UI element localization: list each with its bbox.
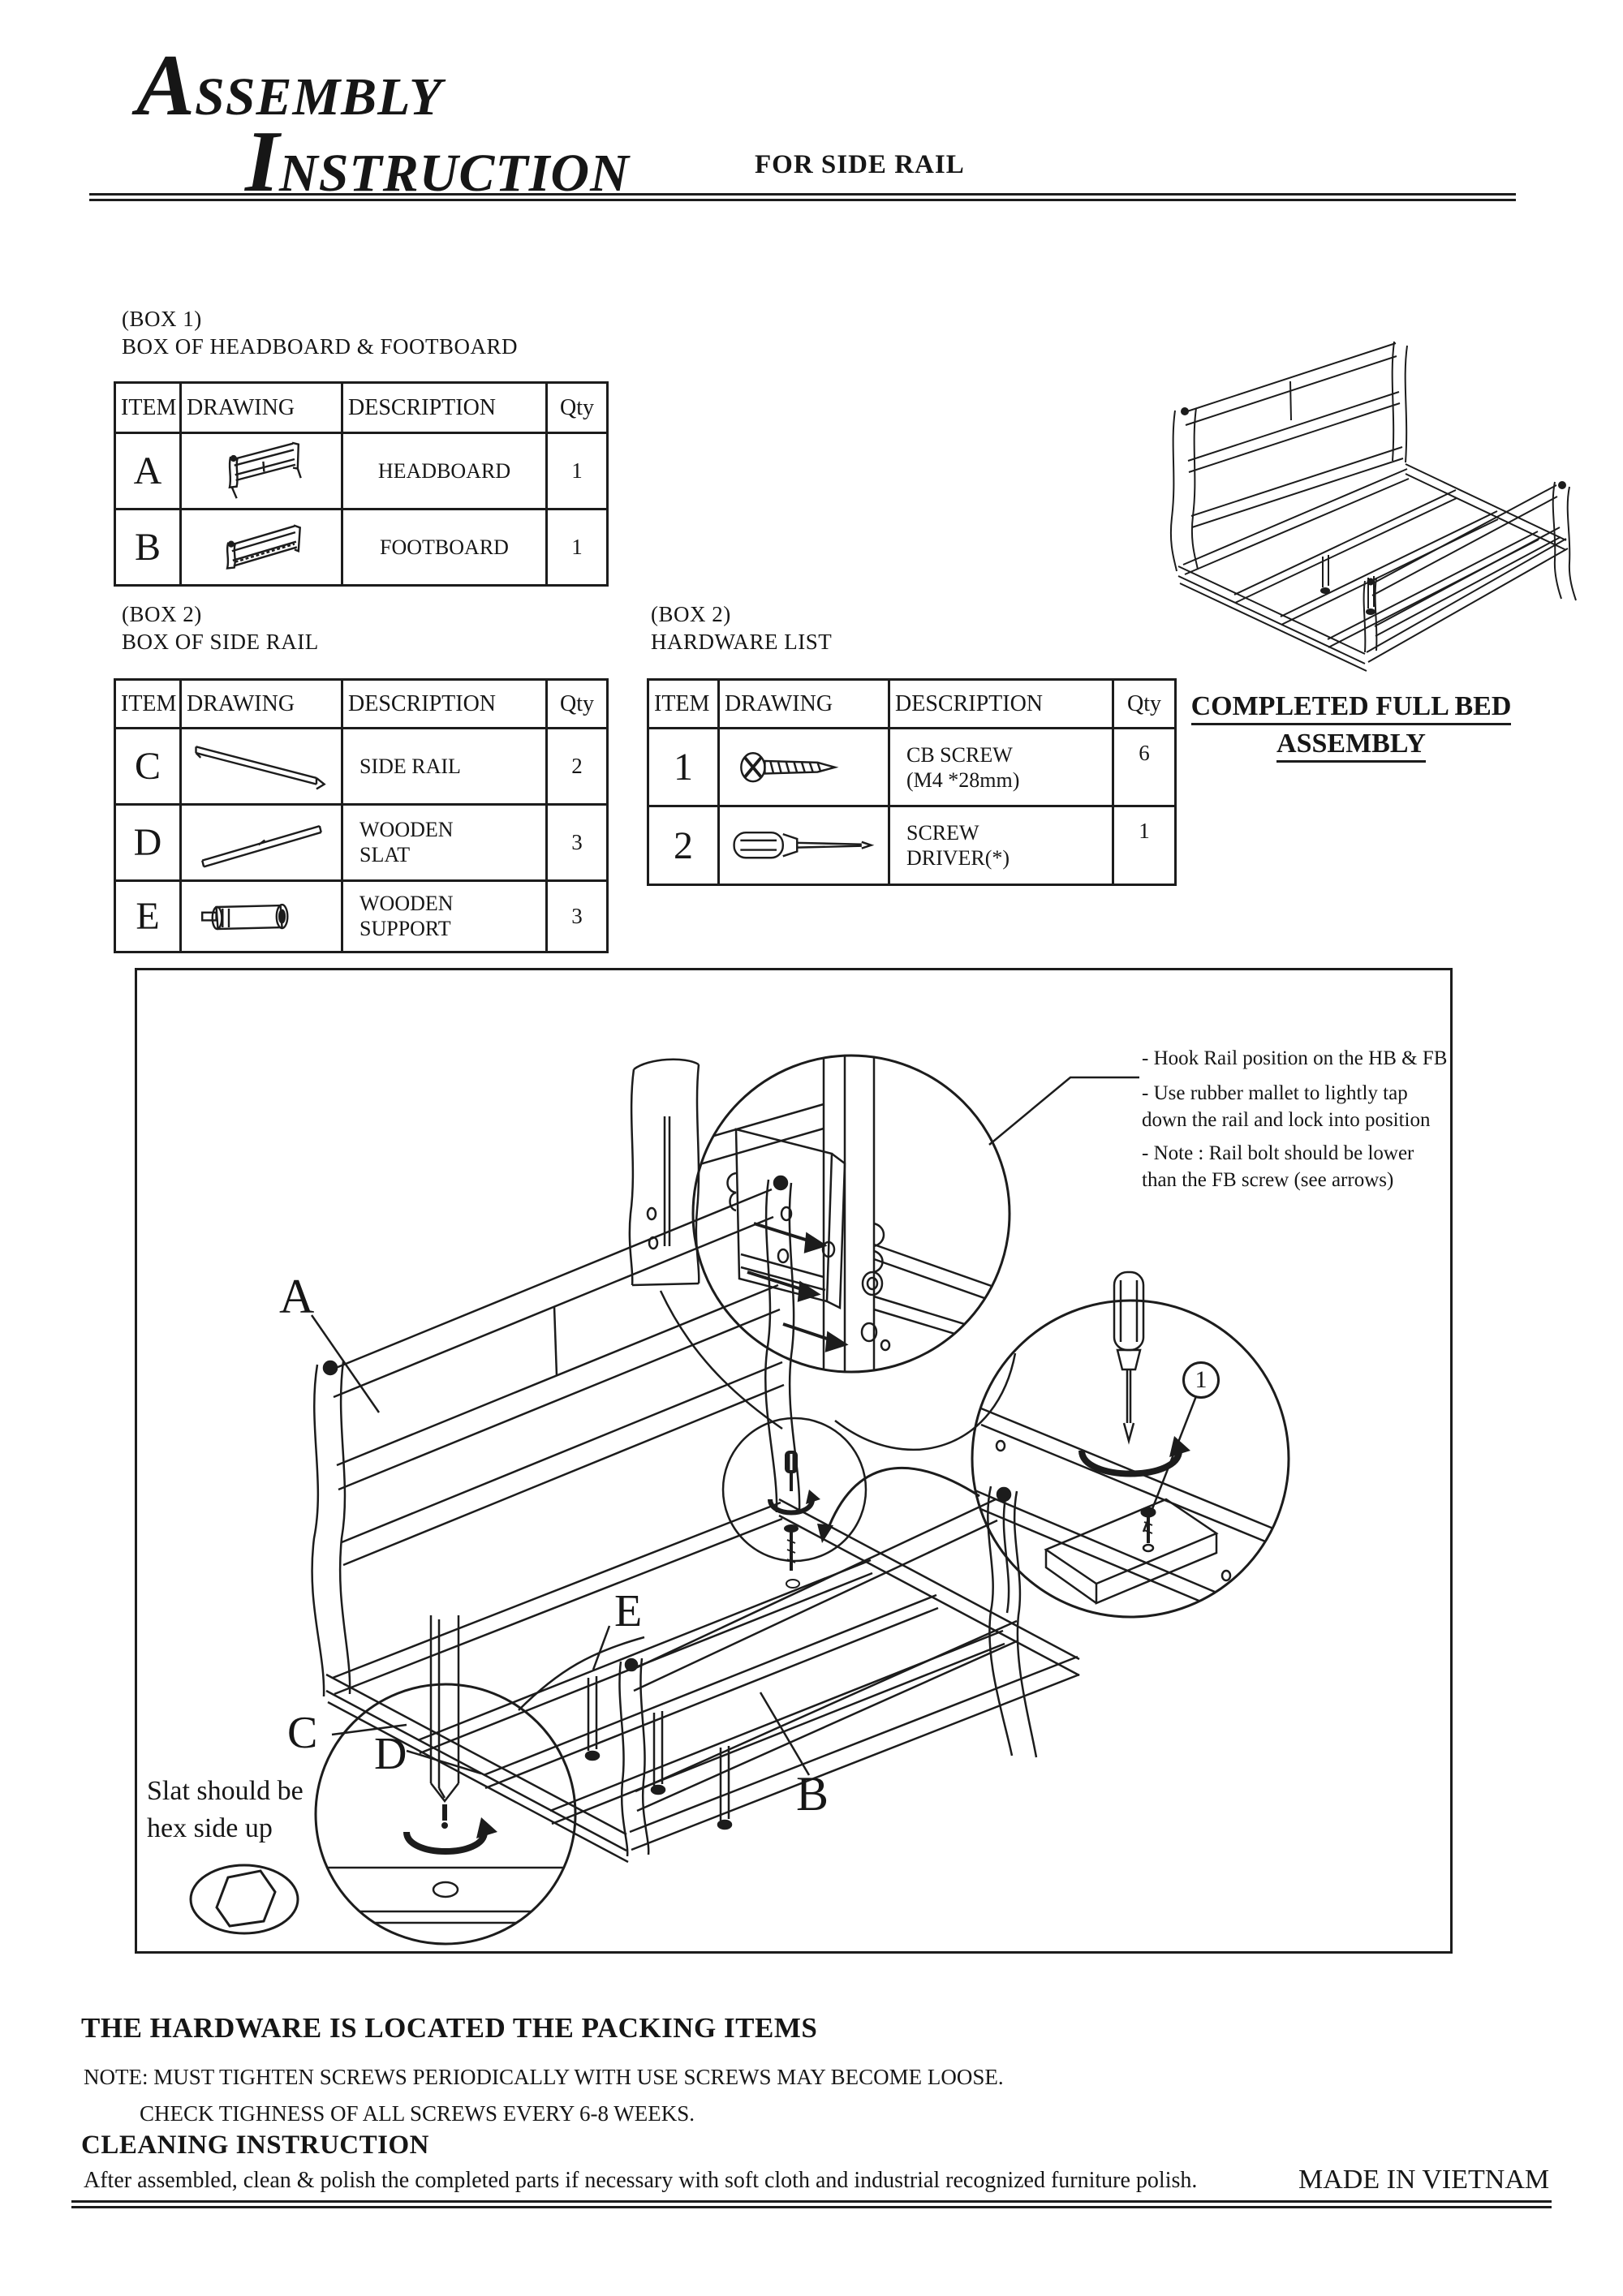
box2-row-d-qty: 3 <box>547 804 608 880</box>
hardware-located-heading: THE HARDWARE IS LOCATED THE PACKING ITEMS <box>81 2012 818 2044</box>
box1-row-b-qty: 1 <box>547 509 608 585</box>
note-rubber-mallet-2: down the rail and lock into position <box>1142 1109 1431 1131</box>
box2-header-description: DESCRIPTION <box>342 680 547 729</box>
hardware-row-2-qty: 1 <box>1113 806 1176 884</box>
made-in-vietnam-label: MADE IN VIETNAM <box>1298 2165 1550 2195</box>
table-row <box>115 804 608 880</box>
for-side-rail-label: FOR SIDE RAIL <box>755 150 965 179</box>
box1-table <box>114 381 609 587</box>
title-initial-a: A <box>136 37 196 134</box>
box1-row-a-item: A <box>115 433 181 510</box>
table-row <box>648 729 1176 806</box>
box2-header-item: ITEM <box>115 680 181 729</box>
box2-title: BOX OF SIDE RAIL <box>122 630 319 654</box>
table-row <box>115 729 608 805</box>
diagram-label-e: E <box>614 1586 643 1636</box>
slat-note-line2: hex side up <box>147 1813 273 1843</box>
note-rubber-mallet-1: - Use rubber mallet to lightly tap <box>1142 1082 1408 1104</box>
box1-header-qty: Qty <box>547 383 608 433</box>
hardware-tag: (BOX 2) <box>651 602 731 626</box>
hardware-header-qty: Qty <box>1113 680 1176 729</box>
box2-row-d-desc: WOODEN SLAT <box>342 804 547 880</box>
hardware-row-1-qty: 6 <box>1113 729 1176 806</box>
box2-row-c-desc: SIDE RAIL <box>342 729 547 805</box>
box1-header-description: DESCRIPTION <box>342 383 547 433</box>
box2-row-d-item: D <box>115 804 181 880</box>
box1-row-b-item: B <box>115 509 181 585</box>
box2-header-qty: Qty <box>547 680 608 729</box>
screwdriver-drawing-icon <box>719 806 889 884</box>
box2-row-c-qty: 2 <box>547 729 608 805</box>
title-initial-i: I <box>245 114 280 210</box>
page-title-line-1 <box>136 37 443 134</box>
note-rail-bolt-1: - Note : Rail bolt should be lower <box>1142 1142 1414 1164</box>
title-rest-nstruction: NSTRUCTION <box>279 144 630 203</box>
title-rest-ssembly: SSEMBLY <box>195 67 443 127</box>
header-divider-rule <box>89 193 1516 201</box>
box2-tag: (BOX 2) <box>122 602 202 626</box>
table-row <box>115 509 608 585</box>
table-row <box>648 806 1176 884</box>
table-row <box>115 880 608 952</box>
footer-divider-rule <box>71 2200 1552 2208</box>
box1-tag: (BOX 1) <box>122 307 202 331</box>
box1-header-item: ITEM <box>115 383 181 433</box>
diagram-label-c: C <box>287 1708 318 1758</box>
table-row <box>115 433 608 510</box>
headboard-drawing-icon <box>181 433 342 510</box>
hardware-row-1-item: 1 <box>648 729 719 806</box>
hardware-title: HARDWARE LIST <box>651 630 833 654</box>
box2-row-e-desc: WOODEN SUPPORT <box>342 880 547 952</box>
wooden-slat-drawing-icon <box>181 804 342 880</box>
cb-screw-drawing-icon <box>719 729 889 806</box>
footer-note-line2: CHECK TIGHNESS OF ALL SCREWS EVERY 6-8 WEEKS. <box>140 2101 695 2126</box>
hardware-row-1-desc: CB SCREW (M4 *28mm) <box>889 729 1113 806</box>
box1-title: BOX OF HEADBOARD & FOOTBOARD <box>122 334 519 359</box>
box1-header-drawing: DRAWING <box>181 383 342 433</box>
box2-table <box>114 678 609 953</box>
diagram-label-a: A <box>279 1270 315 1323</box>
hardware-header-description: DESCRIPTION <box>889 680 1113 729</box>
hardware-row-2-item: 2 <box>648 806 719 884</box>
slat-note-line1: Slat should be <box>147 1776 304 1806</box>
box1-row-b-desc: FOOTBOARD <box>342 509 547 585</box>
diagram-label-b: B <box>796 1767 829 1821</box>
completed-caption-line1: COMPLETED FULL BED <box>1173 691 1530 722</box>
note-rail-bolt-2: than the FB screw (see arrows) <box>1142 1169 1394 1191</box>
hardware-header-drawing: DRAWING <box>719 680 889 729</box>
hardware-table <box>647 678 1177 886</box>
hardware-row-2-desc: SCREW DRIVER(*) <box>889 806 1113 884</box>
footer-note-line1: NOTE: MUST TIGHTEN SCREWS PERIODICALLY WITH USE SCREWS MAY BECOME LOOSE. <box>84 2065 1004 2089</box>
box2-row-e-qty: 3 <box>547 880 608 952</box>
cleaning-instruction-heading: CLEANING INSTRUCTION <box>81 2130 429 2160</box>
hardware-header-item: ITEM <box>648 680 719 729</box>
box2-header-drawing: DRAWING <box>181 680 342 729</box>
cleaning-instruction-text: After assembled, clean & polish the completed parts if necessary with soft cloth and industrial recognized furniture polish. <box>84 2168 1198 2193</box>
assembly-diagram <box>135 968 1453 1954</box>
box2-row-c-item: C <box>115 729 181 805</box>
footboard-drawing-icon <box>181 509 342 585</box>
box1-row-a-desc: HEADBOARD <box>342 433 547 510</box>
wooden-support-drawing-icon <box>181 880 342 952</box>
note-hook-rail: - Hook Rail position on the HB & FB <box>1142 1047 1448 1069</box>
box2-row-e-item: E <box>115 880 181 952</box>
completed-bed-illustration <box>1128 331 1542 688</box>
diagram-label-d: D <box>374 1729 407 1779</box>
box1-row-a-qty: 1 <box>547 433 608 510</box>
completed-caption-line2: ASSEMBLY <box>1173 729 1530 759</box>
side-rail-drawing-icon <box>181 729 342 805</box>
callout-number-1: 1 <box>1182 1361 1220 1399</box>
